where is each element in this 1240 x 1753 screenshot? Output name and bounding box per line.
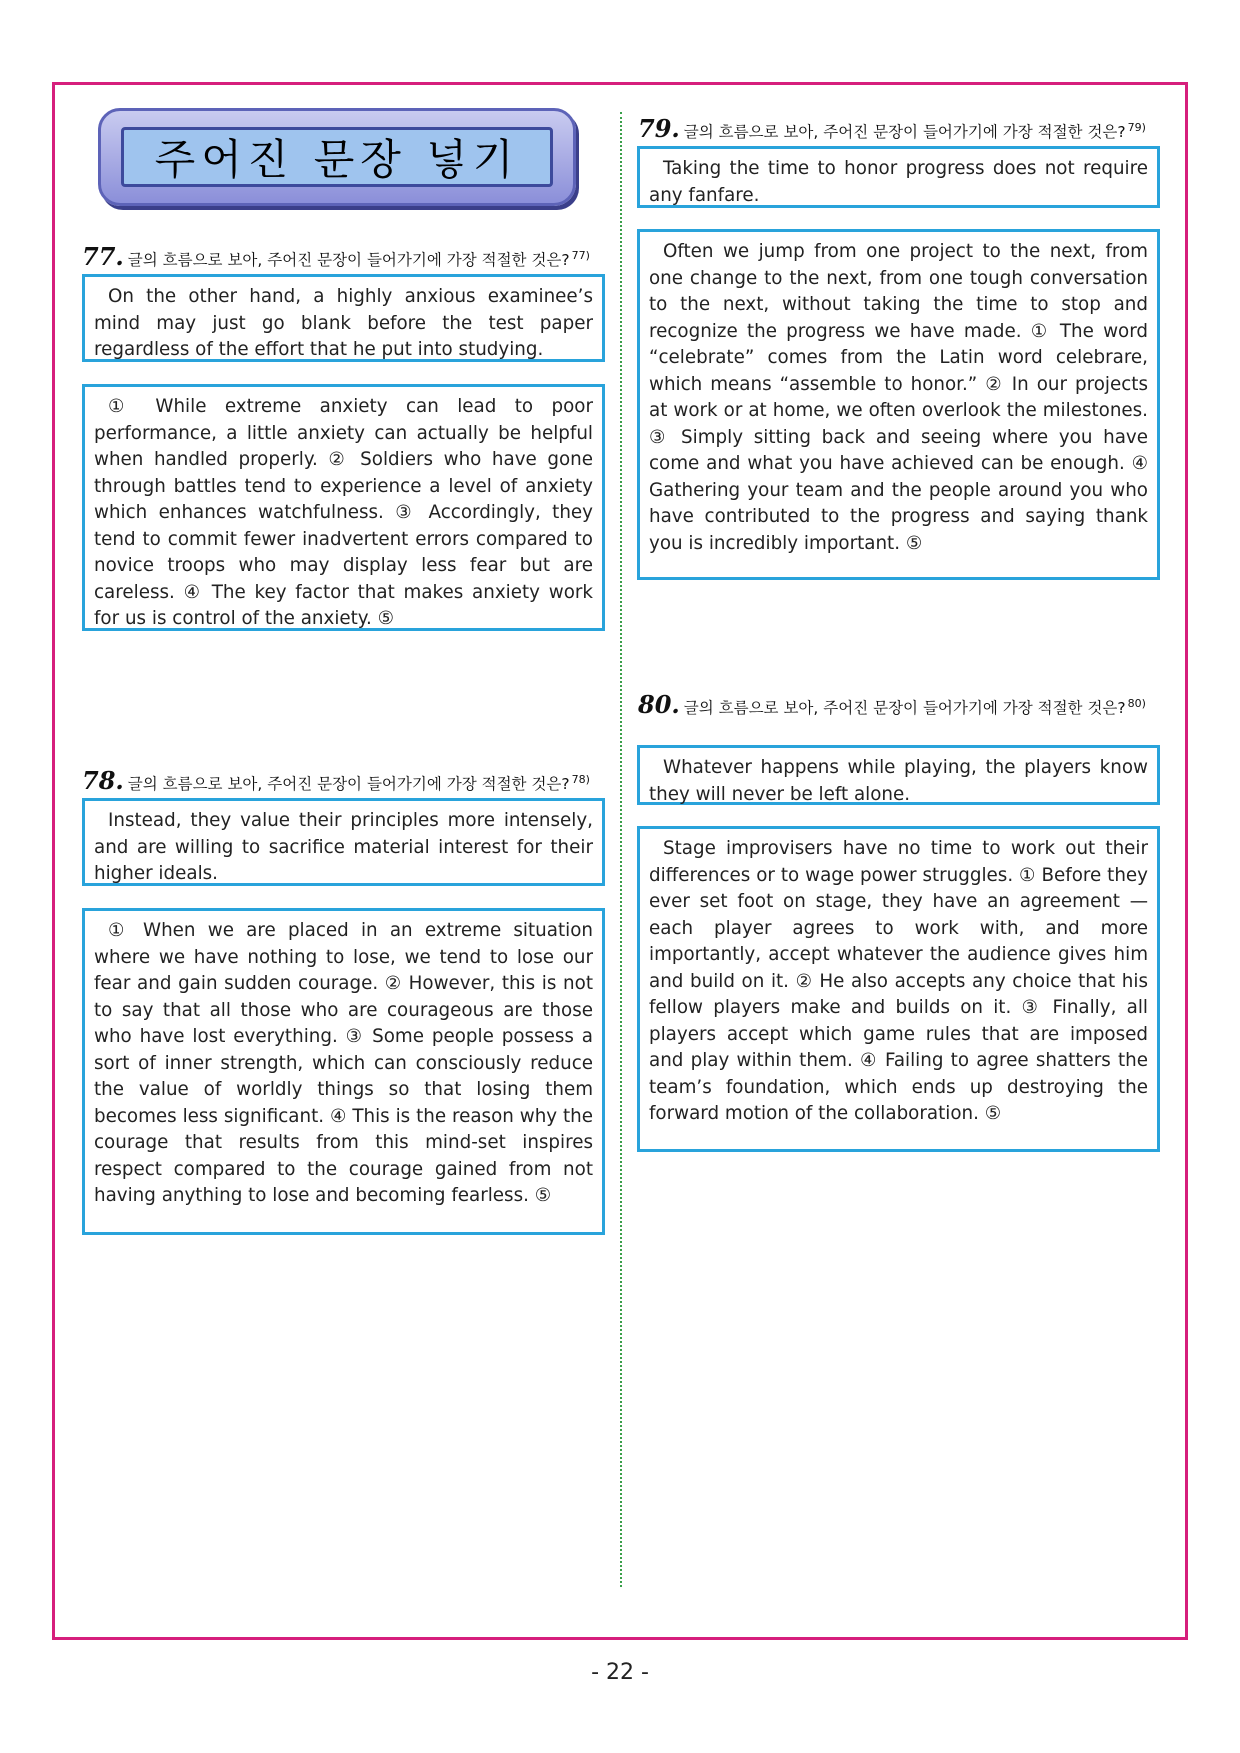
question-80-header: [638, 690, 1163, 720]
section-title-panel: [121, 127, 553, 187]
question-78-given-box: [82, 798, 605, 886]
page-number: - 22 -: [591, 1660, 649, 1685]
question-80-prompt: 글의 흐름으로 보아, 주어진 문장이 들어가기에 가장 적절한 것은?: [683, 699, 1126, 718]
column-divider: [620, 112, 622, 1587]
question-79-header: [638, 114, 1146, 144]
question-79-given-box: [637, 146, 1160, 208]
question-79-passage-box: [637, 229, 1160, 580]
section-title: 주어진 문장 넣기: [154, 135, 520, 184]
question-77-ref: 77): [571, 249, 590, 262]
question-77-passage-box: [82, 384, 605, 631]
question-78-header: [82, 766, 590, 796]
question-79-prompt: 글의 흐름으로 보아, 주어진 문장이 들어가기에 가장 적절한 것은?: [683, 123, 1126, 142]
question-79-passage: Often we jump from one project to the next, from one change to the next, from one tough conversation to the next, without taking the time to stop and recognize the progress we have made. ① The word “celebrate” comes from the Latin word celebrare, which means “assemble to honor.” ② In our projects at work or at home, we often overlook the milestones. ③ Simply sitting back and seeing where you have come and what you have achieved can be enough. ④ Gathering your team and the people around you who have contributed to the progress and saying thank you is incredibly important. ⑤: [649, 241, 1148, 554]
question-78-prompt: 글의 흐름으로 보아, 주어진 문장이 들어가기에 가장 적절한 것은?: [127, 775, 570, 794]
question-79-ref: 79): [1127, 121, 1146, 134]
question-77-header: [82, 242, 590, 272]
question-77-passage: ① While extreme anxiety can lead to poor performance, a little anxiety can actually be helpful when handled properly. ② Soldiers who have gone through battles tend to experience a level of anxiety which enhances watchfulness. ③ Accordingly, they tend to commit fewer inadvertent errors compared to novice troops who may display less fear but are careless. ④ The key factor that makes anxiety work for us is control of the anxiety. ⑤: [94, 396, 593, 629]
question-78-ref: 78): [571, 773, 590, 786]
question-80-ref: 80): [1127, 697, 1146, 710]
question-79-given: Taking the time to honor progress does not require any fanfare.: [649, 158, 1148, 206]
question-78-given: Instead, they value their principles more intensely, and are willing to sacrifice material interest for their higher ideals.: [94, 810, 593, 884]
question-78-passage-box: [82, 908, 605, 1235]
question-78-passage: ① When we are placed in an extreme situation where we have nothing to lose, we tend to lose our fear and gain sudden courage. ② However, this is not to say that all those who are courageous are those who have lost everything. ③ Some people possess a sort of inner strength, which can consciously reduce the value of worldly things so that losing them becomes less significant. ④ This is the reason why the courage that results from this mind-set inspires respect compared to the courage gained from not having anything to lose and becoming fearless. ⑤: [94, 920, 593, 1206]
question-79-number: 79.: [638, 114, 680, 144]
question-80-given-box: [637, 745, 1160, 805]
question-77-number: 77.: [82, 242, 124, 272]
question-78-number: 78.: [82, 766, 124, 796]
section-title-banner: [98, 108, 576, 206]
question-77-given: On the other hand, a highly anxious examinee’s mind may just go blank before the test paper regardless of the effort that he put into studying.: [94, 286, 593, 360]
question-80-number: 80.: [638, 690, 680, 720]
question-77-prompt: 글의 흐름으로 보아, 주어진 문장이 들어가기에 가장 적절한 것은?: [127, 251, 570, 270]
question-80-given: Whatever happens while playing, the players know they will never be left alone.: [649, 757, 1148, 805]
question-80-passage: Stage improvisers have no time to work out their differences or to wage power struggles. ① Before they ever set foot on stage, they have an agreement — each player agrees to work with, and more importantly, accept whatever the audience gives him and build on it. ② He also accepts any choice that his fellow players make and builds on it. ③ Finally, all players accept which game rules that are imposed and play within them. ④ Failing to agree shatters the team’s foundation, which ends up destroying the forward motion of the collaboration. ⑤: [649, 838, 1148, 1124]
question-80-passage-box: [637, 826, 1160, 1152]
question-77-given-box: [82, 274, 605, 362]
